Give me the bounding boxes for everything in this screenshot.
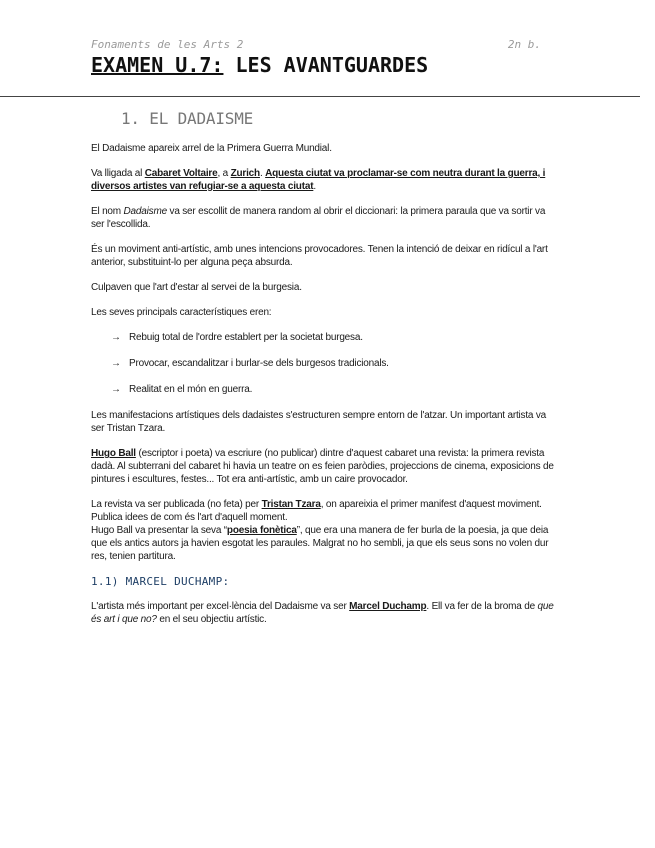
keyword-tristan-tzara: Tristan Tzara — [261, 499, 321, 510]
keyword-hugo-ball: Hugo Ball — [91, 448, 136, 459]
paragraph-2 — [91, 167, 561, 193]
section-heading-dadaisme: 1. EL DADAISME — [121, 109, 254, 128]
subsection-heading-duchamp: 1.1) MARCEL DUCHAMP: — [91, 575, 230, 588]
header-divider — [0, 96, 640, 97]
list-item — [111, 331, 561, 344]
keyword-cabaret-voltaire: Cabaret Voltaire — [144, 168, 218, 179]
paragraph-1: El Dadaisme apareix arrel de la Primera Guerra Mundial. — [91, 143, 332, 154]
paragraph-10 — [91, 524, 561, 563]
arrow-icon: → — [111, 332, 121, 343]
paragraph-11 — [91, 600, 561, 626]
title-main: LES AVANTGUARDES — [235, 53, 429, 77]
paragraph-3 — [91, 205, 561, 231]
text-run: El nom — [91, 206, 124, 217]
text-run: , a — [217, 168, 231, 179]
text-run: Va lligada al — [91, 168, 145, 179]
list-item — [111, 383, 561, 396]
text-run: ”, que era una manera de fer burla de la poesia, ja que deia que els antics autors ja havien esgotat les paraules. Malgrat no ho sembli, ja que els seus sons no volen dur res, tenien partitura. — [91, 525, 549, 562]
text-run: en el seu objectiu artístic. — [156, 614, 267, 625]
paragraph-8 — [91, 447, 561, 486]
list-item-text: Realitat en el món en guerra. — [129, 384, 253, 395]
characteristics-list — [91, 331, 561, 396]
text-run: va ser escollit de manera random al obrir el diccionari: la primera paraula que va sortir va ser l'escollida. — [91, 206, 546, 230]
list-item-text: Rebuig total de l'ordre establert per la societat burgesa. — [129, 332, 363, 343]
subject-label: Fonaments de les Arts 2 — [91, 38, 244, 51]
keyword-zurich: Zurich — [230, 168, 260, 179]
paragraph-6: Les seves principals característiques eren: — [91, 307, 272, 318]
page-title — [91, 53, 551, 77]
text-run: , on apareixia el primer manifest d'aquest moviment. Publica idees de com és l'art d'aquell moment. — [91, 499, 542, 523]
title-prefix: EXAMEN U.7: — [91, 53, 224, 77]
text-run: Hugo Ball va presentar la seva “ — [91, 525, 227, 536]
document-body — [91, 109, 561, 638]
text-run: . — [313, 181, 316, 192]
grade-label: 2n b. — [507, 38, 541, 51]
text-run: (escriptor i poeta) va escriure (no publicar) dintre d'aquest cabaret una revista: la primera revista dadà. Al subterrani del cabaret hi havia un teatre on es feien paròdies, projeccions de cinema, exposicions de pintures i escultures, festes... Tot era anti-artístic, amb un caire provocador. — [91, 448, 554, 485]
keyword-marcel-duchamp: Marcel Duchamp — [349, 601, 427, 612]
text-run: La revista va ser publicada (no feta) per — [91, 499, 262, 510]
paragraph-5: Culpaven que l'art d'estar al servei de la burgesia. — [91, 282, 302, 293]
arrow-icon: → — [111, 384, 121, 395]
paragraph-7: Les manifestacions artístiques dels dadaistes s'estructuren sempre entorn de l'atzar. Un important artista va ser Tristan Tzara. — [91, 410, 547, 434]
paragraph-4: És un moviment anti-artístic, amb unes intencions provocadores. Tenen la intenció de deixar en ridícul a l'art anterior, substituint-lo per alguna peça absurda. — [91, 244, 548, 268]
text-run: . Ell va fer de la broma de — [426, 601, 538, 612]
term-art-question: que és art i que no? — [91, 601, 554, 625]
keyword-poesia-fonetica: poesia fonètica — [226, 525, 297, 536]
keyword-neutral-city: Aquesta ciutat va proclamar-se com neutra durant la guerra, i diversos artistes van refugiar-se a aquesta ciutat — [91, 168, 546, 192]
arrow-icon: → — [111, 358, 121, 369]
text-run: . — [259, 168, 266, 179]
paragraph-9 — [91, 498, 561, 524]
list-item-text: Provocar, escandalitzar i burlar-se dels burgesos tradicionals. — [129, 358, 389, 369]
document-header — [91, 38, 551, 77]
term-dadaisme: Dadaisme — [123, 206, 167, 217]
text-run: L'artista més important per excel·lència del Dadaisme va ser — [91, 601, 350, 612]
list-item — [111, 357, 561, 370]
